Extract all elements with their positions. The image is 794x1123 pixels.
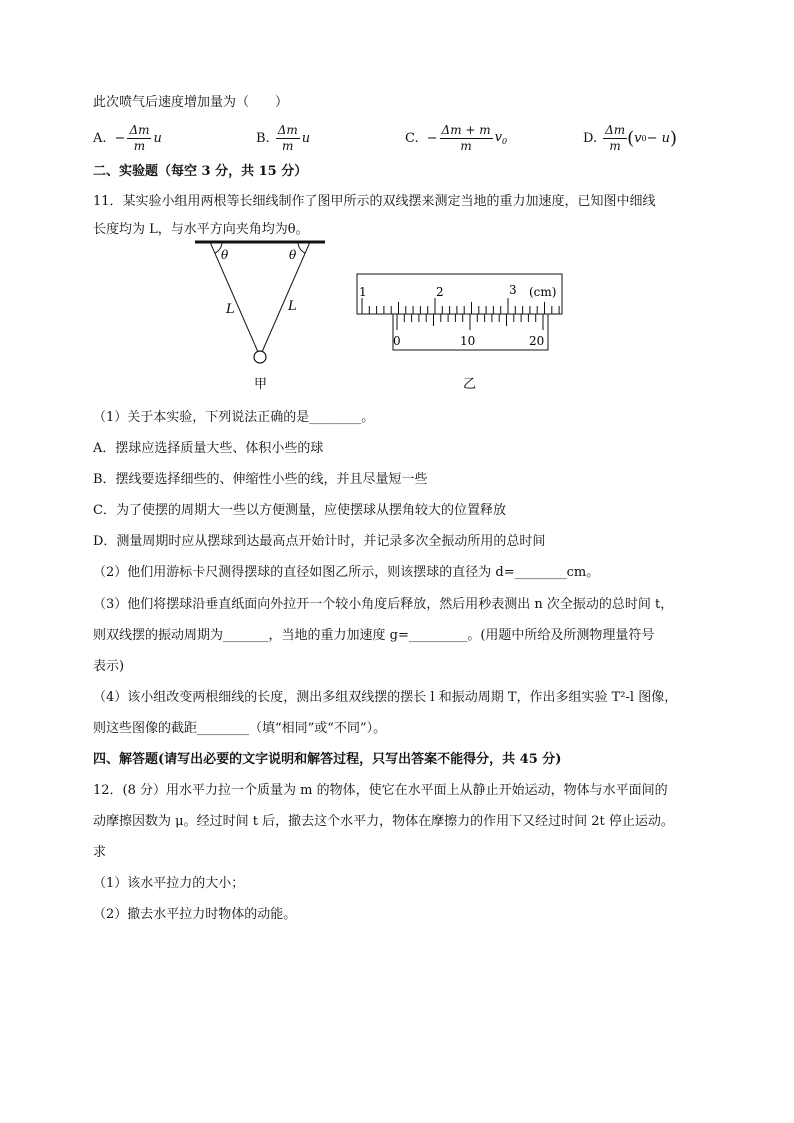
option-c-minus: −	[426, 130, 438, 146]
q11-option-a: A．摆球应选择质量大些、体积小些的球	[93, 441, 324, 456]
q11-part4-line2: 则这些图像的截距________（填“相同”或“不同”）。	[93, 721, 387, 736]
length-left-label: L	[226, 302, 235, 317]
option-c-variable	[495, 130, 507, 146]
q11-option-d: D．测量周期时应从摆球到达最高点开始计时，并记录多次全振动所用的总时间	[93, 534, 546, 549]
option-a-label: A.	[93, 130, 107, 146]
option-d-numerator: Δm	[605, 122, 626, 137]
q12-part1: （1）该水平拉力的大小；	[93, 876, 245, 891]
q11-part3-line2: 则双线摆的振动周期为_______，当地的重力加速度 g=_________。(用题中所给及所测物理量符号	[93, 628, 655, 643]
vernier-label-20: 20	[529, 334, 545, 348]
q11-stem-line2: 长度均为 L，与水平方向夹角均为θ。	[93, 222, 309, 237]
q11-option-b: B．摆线要选择细些的、伸缩性小些的线，并且尽量短一些	[93, 472, 428, 487]
vernier-label-0: 0	[393, 334, 401, 348]
section-3-heading: 二、实验题（每空 3 分，共 15 分）	[93, 164, 308, 179]
option-b-label: B.	[256, 130, 270, 146]
option-b-variable: u	[301, 130, 311, 146]
option-d-close-paren: )	[670, 127, 678, 149]
option-b	[256, 120, 312, 156]
option-c-numerator: Δm + m	[441, 122, 491, 137]
string-left	[210, 242, 258, 352]
option-c-v: v	[494, 130, 502, 145]
option-a-variable: u	[153, 130, 162, 146]
q11-part2: （2）他们用游标卡尺测得摆球的直径如图乙所示，则该摆球的直径为 d=________cm。	[93, 565, 600, 580]
option-c-denominator: m	[460, 138, 472, 153]
main-label-2: 2	[436, 285, 444, 299]
option-a-denominator: m	[133, 138, 146, 153]
q10-stem-tail: 此次喷气后速度增加量为（ ）	[93, 95, 289, 110]
option-d-label: D.	[583, 130, 598, 146]
q12-stem-line3: 求	[93, 845, 107, 860]
option-d-v: v	[634, 130, 642, 146]
length-right-label: L	[288, 299, 297, 314]
q11-part4-line1: （4）该小组改变两根细线的长度，测出多组双线摆的摆长 l 和振动周期 T，作出多组实验 T²-l 图像，	[93, 690, 678, 705]
option-d-fraction	[603, 123, 627, 154]
figure-jia-caption: 甲	[254, 377, 268, 392]
option-a-numerator: Δm	[129, 122, 150, 137]
q11-part1: （1）关于本实验，下列说法正确的是________。	[93, 410, 375, 425]
theta-right-label: θ	[289, 248, 297, 262]
vernier-label-10: 10	[460, 334, 476, 348]
figure-yi-vernier-caliper	[355, 270, 570, 395]
option-c-fraction	[440, 123, 493, 154]
q11-stem-line1: 11．某实验小组用两根等长细线制作了图甲所示的双线摆来测定当地的重力加速度，已知图中细线	[93, 194, 656, 209]
angle-arc-right	[298, 242, 305, 253]
theta-left-label: θ	[221, 248, 229, 262]
option-c-subscript: 0	[502, 137, 508, 146]
pendulum-bob	[254, 351, 266, 363]
q11-part3-line1: （3）他们将摆球沿垂直纸面向外拉开一个较小角度后释放，然后用秒表测出 n 次全振动的总时间 t，	[93, 597, 674, 612]
option-c-label: C.	[405, 130, 419, 146]
option-d-open-paren: (	[627, 127, 635, 149]
q12-stem-line2: 动摩擦因数为 μ。经过时间 t 后，撤去这个水平力，物体在摩擦力的作用下又经过时间 2t 停止运动。	[93, 814, 674, 829]
figure-jia-bifilar-pendulum	[190, 235, 330, 395]
q11-option-c: C．为了使摆的周期大一些以方便测量，应使摆球从摆角较大的位置释放	[93, 503, 506, 518]
option-b-numerator: Δm	[277, 122, 298, 137]
main-label-3: 3	[509, 283, 517, 297]
q11-part3-line3: 表示)	[93, 659, 125, 674]
option-d	[583, 120, 677, 156]
main-label-1: 1	[359, 285, 367, 299]
option-b-fraction	[276, 123, 300, 154]
option-d-denominator: m	[609, 138, 621, 153]
q12-part2: （2）撤去水平拉力时物体的动能。	[93, 907, 297, 922]
unit-label: (cm)	[529, 285, 557, 299]
section-4-heading: 四、解答题(请写出必要的文字说明和解答过程，只写出答案不能得分，共 45 分)	[93, 752, 562, 767]
option-d-subscript: 0	[641, 133, 647, 143]
option-a	[93, 120, 164, 156]
option-d-minus-u: − u	[646, 130, 671, 146]
figure-yi-caption: 乙	[463, 377, 477, 392]
option-b-denominator: m	[282, 138, 294, 153]
string-right	[262, 242, 310, 352]
option-a-minus: −	[114, 130, 126, 146]
option-a-fraction	[127, 123, 151, 154]
option-c	[405, 120, 509, 156]
q12-stem-line1: 12．(8 分）用水平力拉一个质量为 m 的物体，使它在水平面上从静止开始运动，物体与水平面间的	[93, 783, 668, 798]
